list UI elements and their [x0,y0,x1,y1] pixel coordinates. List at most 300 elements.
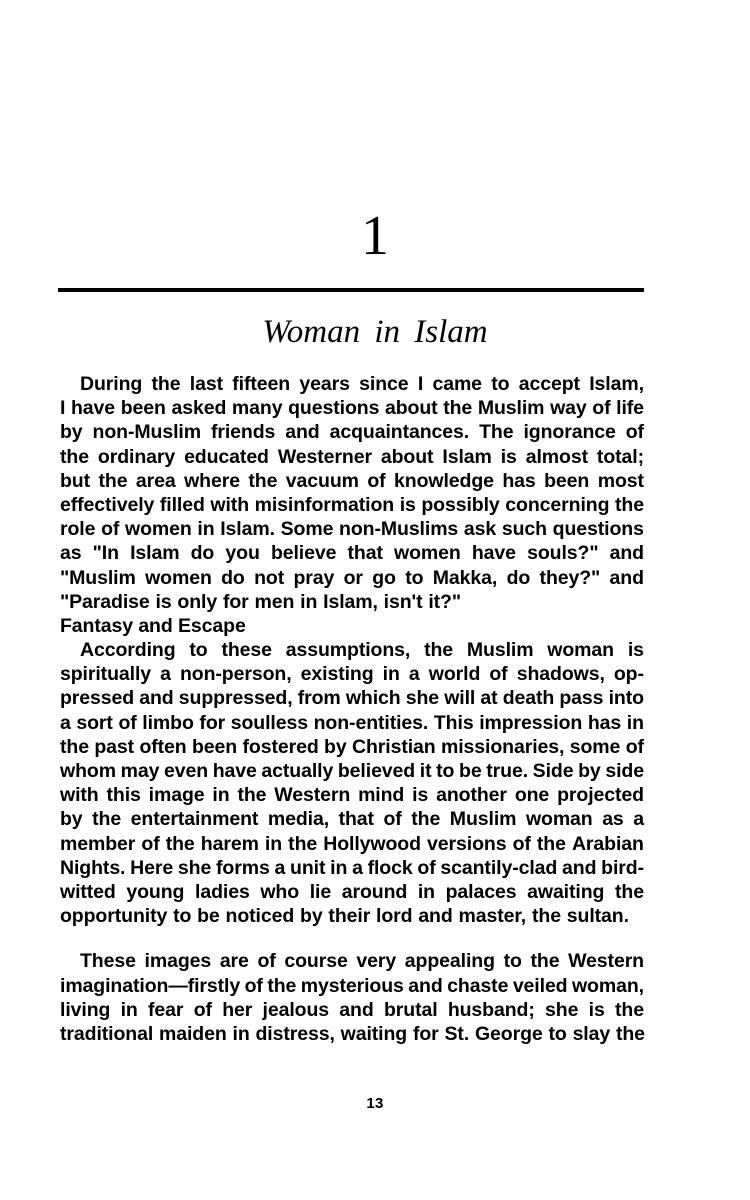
text-word: Western [274,784,351,807]
text-word: or [343,566,363,589]
text-word: the [443,397,473,420]
text-word: brutal [383,998,438,1021]
text-word: acquaintances. [329,421,470,444]
text-word: opportunity [60,905,168,928]
text-word: to [436,760,455,783]
text-word: it?" [428,590,461,613]
text-word: to [503,950,522,973]
text-word: side [605,760,644,783]
text-line [60,735,644,759]
text-word: and [609,566,644,589]
chapter-number: 1 [361,205,389,267]
text-word: According [80,639,176,662]
text-word: a [352,856,363,879]
text-word: in [300,590,318,613]
text-line [60,686,644,710]
text-word: The [479,421,514,444]
text-word: During [80,373,143,395]
text-word: and [609,542,644,565]
text-word: Westerner [277,445,372,468]
text-word: by [324,735,347,758]
text-word: for [412,1022,439,1045]
text-word: Muslim [466,639,534,662]
text-word: fostered [242,735,319,758]
text-word: Hollywood [323,832,421,855]
text-word: bird- [601,856,644,879]
text-word: veiled [512,974,568,997]
text-word: in [120,998,138,1021]
text-word: isn't [383,590,423,613]
text-word: Western [568,950,644,973]
text-word: who [260,880,300,903]
text-word: master, [458,905,527,928]
text-word: imagination—firstly [60,974,241,997]
text-word: been [544,469,590,492]
text-word: is [500,445,517,468]
text-word: not [254,566,285,589]
text-word: one [514,784,550,807]
text-word: this [106,784,141,807]
text-word: but [60,469,91,492]
text-word: non-person, [179,663,292,686]
text-word: the [531,905,561,928]
text-word: Islam. [220,518,275,541]
text-line [60,974,644,998]
text-line [60,445,644,469]
text-word: women [394,542,461,565]
text-word: life [616,397,644,420]
text-word: only [177,590,218,613]
text-word: Some [280,518,334,541]
text-word: educated [184,445,269,468]
text-word: have [471,542,516,565]
text-word: in [197,518,215,541]
text-word: pray [293,566,335,589]
text-word: actually [261,760,334,783]
text-word: of [257,950,276,973]
text-word: to [491,373,510,395]
text-word: in [232,1022,250,1045]
text-word: it [419,760,432,783]
text-word: as [60,542,82,565]
text-line [60,759,644,783]
text-word: years [299,373,350,395]
text-word: of [592,397,611,420]
text-word: around [341,880,408,903]
text-word: Here [130,856,174,879]
text-word: image [148,784,205,807]
text-word: with [210,493,250,516]
text-line [60,807,644,831]
text-word: Islam, [589,373,644,395]
text-word: and [285,421,320,444]
chapter-title: Woman in Islam [262,314,488,350]
text-word: another [436,784,507,807]
text-line [60,541,644,565]
text-word: of [383,808,402,831]
text-word: been [120,397,166,420]
text-line [60,396,644,420]
text-word: for [199,711,226,734]
text-word: for [222,590,249,613]
text-word: slay [572,1022,611,1045]
text-word: "Muslim [60,566,136,589]
text-word: soulless [230,711,308,734]
text-word: asked [171,397,227,420]
text-word: of [625,735,644,758]
text-word: the [267,974,297,997]
text-line [80,949,644,973]
text-word: course [284,950,348,973]
text-word: the [92,808,122,831]
text-word: distress, [255,1022,335,1045]
text-word: member [60,832,136,855]
text-word: sultan. [566,905,629,928]
text-word: These [80,950,136,973]
text-word: a [274,856,286,879]
text-word: true. [486,760,529,783]
text-word: images [144,950,212,973]
text-word: last [189,373,223,395]
text-word: I [60,397,66,420]
text-word: of [118,711,137,734]
text-word: to [173,905,192,928]
text-word: most [597,469,644,492]
text-word: fear [148,998,184,1021]
text-word: living [60,998,111,1021]
text-word: shadows, [516,663,605,686]
text-word: of [512,832,531,855]
text-word: vacuum [285,469,359,492]
text-word: world [428,663,481,686]
page-number: 13 [366,1095,384,1112]
text-word: lie [309,880,332,903]
text-line [60,904,644,928]
text-word: Nights. [60,856,126,879]
text-word: very [356,950,397,973]
text-word: the [60,735,89,758]
text-word: assumptions, [285,639,411,662]
text-word: of [367,469,386,492]
text-word: been [191,735,238,758]
text-word: forms [216,856,270,879]
text-word: way [550,397,587,420]
text-word: a [60,711,71,734]
text-word: is [399,493,416,516]
text-word: pressed [60,687,135,710]
text-word: of [101,518,120,541]
text-word: she [405,687,440,710]
text-word: and [408,974,443,997]
text-word: of [625,421,644,444]
text-word: and [418,905,453,928]
text-word: almost [525,445,588,468]
text-word: op- [613,663,644,686]
text-word: the [536,832,566,855]
text-word: a [408,663,420,686]
text-word: Islam [130,542,180,565]
paragraph-intro [60,372,644,614]
text-word: existing [300,663,374,686]
text-word: by [300,905,323,928]
text-word: with [60,784,99,807]
text-word: misinformation [254,493,395,516]
text-word: woman [525,808,593,831]
text-word: effectively [60,493,155,516]
paragraph-spacer [60,928,644,949]
text-word: from [297,687,341,710]
text-word: I [417,373,424,395]
subheading-fantasy-and-escape: Fantasy and Escape [60,614,246,637]
text-word: area [135,469,176,492]
text-word: the [530,950,560,973]
text-word: about [384,397,438,420]
text-word: possibly [421,493,500,516]
text-word: non-Muslim [92,421,201,444]
text-word: is [155,590,172,613]
text-word: a [633,808,644,831]
text-word: you [225,542,260,565]
text-word: in [417,880,435,903]
text-word: at [480,687,498,710]
text-word: these [221,639,272,662]
text-word: the [615,998,644,1021]
text-word: she [545,998,579,1021]
text-word: have [70,397,116,420]
text-word: into [608,687,644,710]
text-word: maiden [159,1022,227,1045]
text-word: by [60,808,83,831]
text-word: she [177,856,212,879]
text-word: the [615,1022,645,1045]
text-word: do [221,566,245,589]
text-line [60,590,644,614]
text-word: will [444,687,476,710]
text-line [60,517,644,541]
text-word: and [139,687,174,710]
text-word: in [264,832,283,855]
text-word: Christian [351,735,436,758]
text-line [60,493,644,517]
text-word: This [433,711,474,734]
text-word: is [627,639,644,662]
paragraph-images [60,949,644,1046]
text-word: the [248,469,278,492]
text-line [60,1022,644,1046]
text-line [60,783,644,807]
text-word: where [184,469,240,492]
text-word: versions [427,832,507,855]
text-word: Makka, [432,566,498,589]
text-word: the [237,784,267,807]
text-line [60,856,644,880]
text-word: noticed [225,905,295,928]
text-word: Muslim [477,397,545,420]
text-word: woman [547,639,614,662]
text-word: is [588,998,605,1021]
text-line [60,832,644,856]
text-word: Arabian [571,832,644,855]
text-word: in [212,784,230,807]
text-line [60,469,644,493]
text-word: the [614,880,644,903]
text-word: by [578,760,601,783]
text-word: entertainment [130,808,259,831]
text-word: limbo [142,711,194,734]
text-word: Islam [442,445,492,468]
text-word: do [506,566,531,589]
text-word: do [190,542,215,565]
text-word: by [60,421,83,444]
text-word: they?" [539,566,601,589]
text-word: Islam, [323,590,378,613]
text-word: St. [444,1022,470,1045]
text-word: be [197,905,220,928]
text-word: Side [532,760,574,783]
text-word: ask [463,518,497,541]
text-word: mind [358,784,405,807]
text-line [60,420,644,444]
body-text-column [60,372,644,1046]
text-word: their [328,905,371,928]
text-word: ladies [195,880,250,903]
text-line [60,711,644,735]
text-word: believe [270,542,337,565]
text-word: jealous [262,998,330,1021]
text-line [80,372,644,396]
text-word: the [615,493,644,516]
text-word: waiting [340,1022,408,1045]
text-line [60,566,644,590]
text-word: non-entities. [313,711,429,734]
text-word: have [212,760,257,783]
text-word: many [231,397,283,420]
text-word: unit [290,856,326,879]
text-word: mysterious [300,974,404,997]
text-word: to [548,1022,567,1045]
text-word: questions [288,397,380,420]
text-word: scantily-clad [440,856,558,879]
text-word: young [126,880,185,903]
text-word: of [141,832,160,855]
text-word: since [359,373,409,395]
text-word: projected [557,784,644,807]
text-word: a [160,663,171,686]
text-word: the [288,832,318,855]
text-word: knowledge [394,469,494,492]
text-word: of [193,998,212,1021]
text-word: came [432,373,482,395]
text-word: has [587,711,622,734]
text-word: husband; [447,998,535,1021]
text-word: media, [267,808,330,831]
text-word: of [244,974,263,997]
text-word: in [330,856,348,879]
text-word: suppressed, [178,687,293,710]
text-word: even [163,760,209,783]
text-line [60,662,644,686]
paragraph-fantasy [60,638,644,928]
text-word: such [501,518,547,541]
text-word: souls?" [527,542,599,565]
text-word: "In [92,542,119,565]
text-word: friends [210,421,276,444]
text-word: may [120,760,160,783]
text-word: the [60,445,89,468]
chapter-divider-rule [58,288,644,292]
text-word: flock [367,856,413,879]
text-word: appealing [404,950,495,973]
text-word: and [339,998,374,1021]
text-line [60,998,644,1022]
text-word: impression [479,711,583,734]
text-word: ordinary [97,445,176,468]
text-word: of [417,856,436,879]
text-word: be [459,760,482,783]
text-word: whom [60,760,116,783]
text-word: questions [552,518,644,541]
text-word: of [489,663,508,686]
text-word: the [98,469,128,492]
text-word: women [145,566,212,589]
text-word: in [382,663,400,686]
text-word: sort [76,711,113,734]
text-word: "Paradise [60,590,150,613]
text-word: palaces [445,880,517,903]
text-word: to [189,639,208,662]
text-word: fifteen [232,373,291,395]
text-word: George [474,1022,543,1045]
text-word: ignorance [523,421,616,444]
text-word: men [254,590,295,613]
text-word: women [125,518,192,541]
text-word: traditional [60,1022,154,1045]
text-word: and [562,856,597,879]
text-word: non-Muslims [339,518,459,541]
text-word: role [60,518,96,541]
text-word: has [502,469,536,492]
text-word: woman, [571,974,644,997]
text-word: believed [337,760,416,783]
text-word: some [569,735,621,758]
text-word: harem [200,832,259,855]
text-line [60,880,644,904]
text-word: missionaries, [441,735,565,758]
text-word: awaiting [527,880,605,903]
text-word: chaste [447,974,509,997]
text-word: total; [596,445,644,468]
text-word: her [222,998,253,1021]
text-word: about [380,445,434,468]
text-word: death [502,687,555,710]
text-word: often [139,735,187,758]
text-word: concerning [505,493,610,516]
text-word: is [412,784,429,807]
text-word: to [405,566,424,589]
text-word: the [424,639,454,662]
text-word: past [94,735,135,758]
text-word: the [165,832,195,855]
text-word: spiritually [60,663,152,686]
text-line [80,638,644,662]
text-word: that [338,808,374,831]
text-word: pass [559,687,604,710]
text-word: accept [518,373,580,395]
text-word: are [219,950,249,973]
text-word: as [602,808,624,831]
text-word: lord [376,905,413,928]
text-word: filled [159,493,205,516]
